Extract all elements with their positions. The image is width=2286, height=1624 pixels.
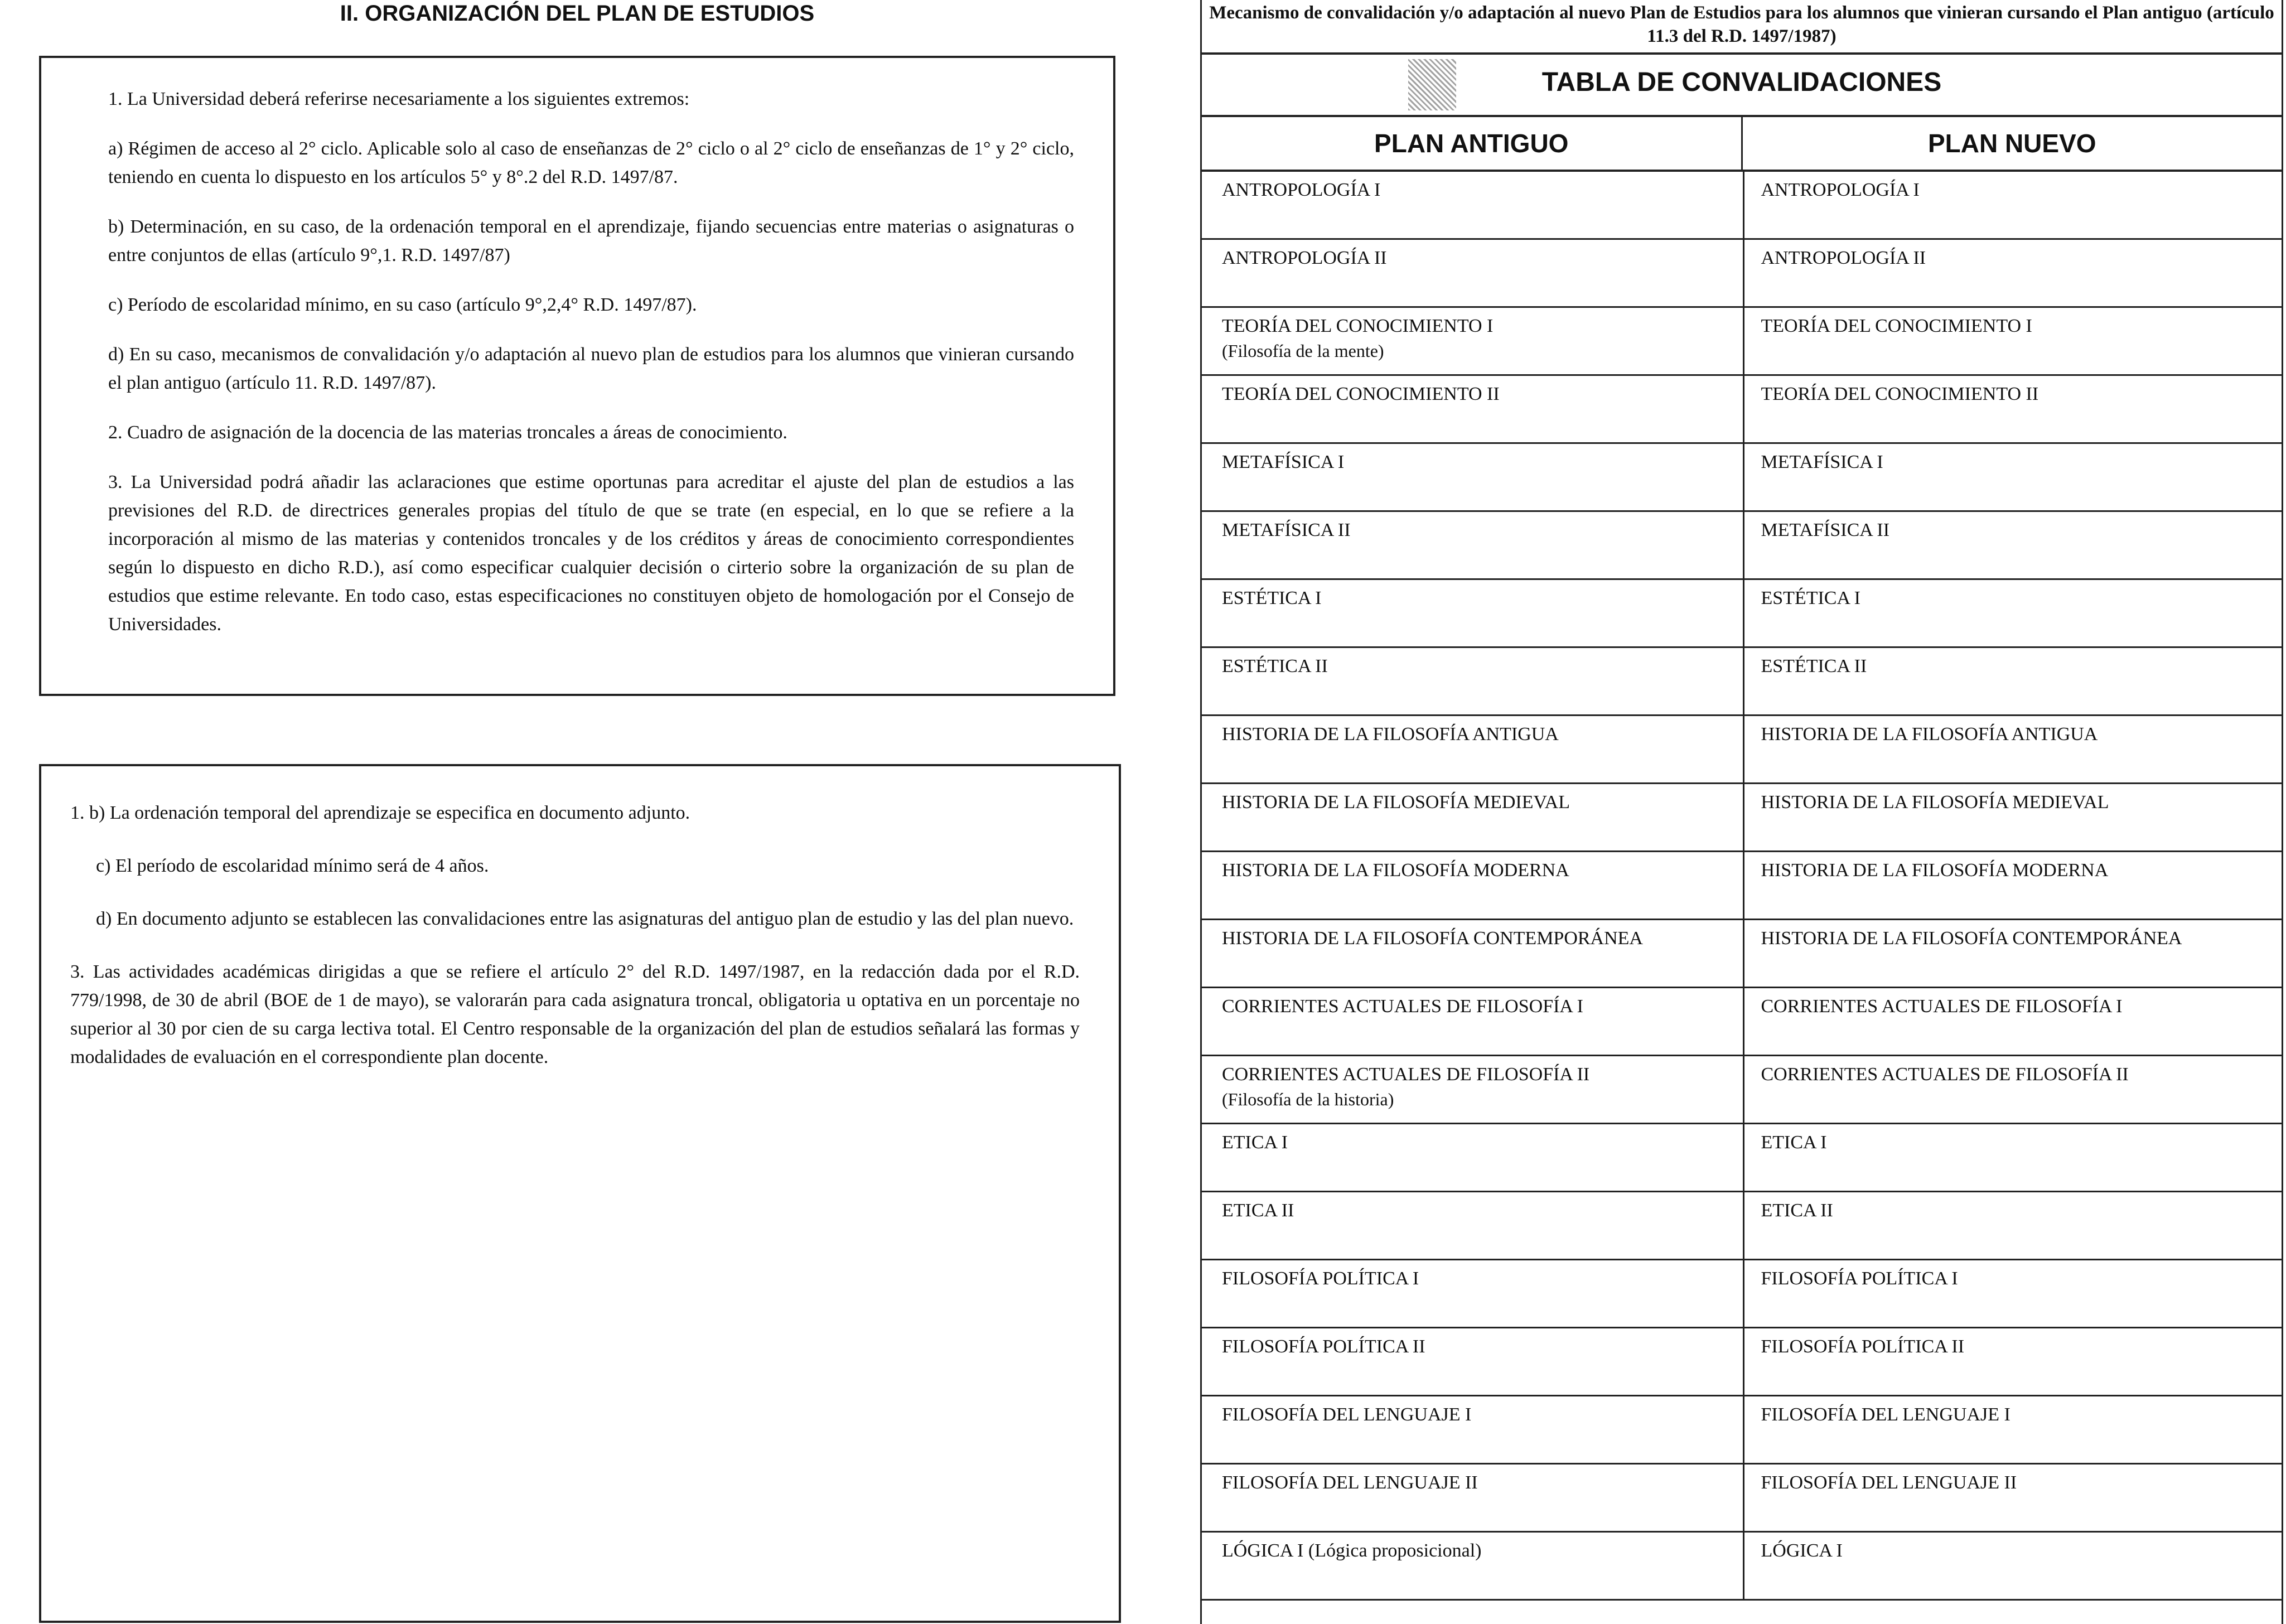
subject-old-note: (Filosofía de la mente) [1222, 341, 1384, 361]
cell-plan-antiguo [1202, 920, 1743, 987]
subject-new: CORRIENTES ACTUALES DE FILOSOFÍA II [1761, 1064, 2129, 1085]
subject-new: METAFÍSICA I [1761, 452, 1883, 472]
subject-old: CORRIENTES ACTUALES DE FILOSOFÍA I [1222, 996, 1583, 1017]
table-row [1202, 1124, 2282, 1192]
cell-plan-nuevo [1743, 852, 2282, 919]
cell-plan-antiguo [1202, 1192, 1743, 1259]
cell-plan-nuevo [1743, 1396, 2282, 1463]
table-row [1202, 1260, 2282, 1328]
subject-old: ETICA II [1222, 1200, 1294, 1221]
table-row [1202, 308, 2282, 376]
subject-new: TEORÍA DEL CONOCIMIENTO I [1761, 316, 2032, 336]
subject-new: HISTORIA DE LA FILOSOFÍA MODERNA [1761, 860, 2109, 881]
subject-new: ETICA II [1761, 1200, 1833, 1221]
table-row [1202, 1328, 2282, 1396]
subject-old-note: (Filosofía de la historia) [1222, 1089, 1394, 1109]
cell-plan-nuevo [1743, 444, 2282, 510]
table-row [1202, 376, 2282, 444]
cell-plan-antiguo [1202, 240, 1743, 306]
cell-plan-antiguo [1202, 784, 1743, 850]
cell-plan-antiguo [1202, 716, 1743, 782]
subject-old: ESTÉTICA II [1222, 656, 1328, 676]
subject-new: TEORÍA DEL CONOCIMIENTO II [1761, 384, 2039, 404]
table-title: TABLA DE CONVALIDACIONES [1541, 67, 1942, 97]
cell-plan-antiguo [1202, 444, 1743, 510]
subject-new: FILOSOFÍA DEL LENGUAJE I [1761, 1404, 2010, 1425]
table-row [1202, 1192, 2282, 1260]
table-row [1202, 648, 2282, 716]
subject-old: ETICA I [1222, 1132, 1288, 1153]
subject-old: TEORÍA DEL CONOCIMIENTO II [1222, 384, 1500, 404]
requirement-paragraph: a) Régimen de acceso al 2° ciclo. Aplicable solo al caso de enseñanzas de 2° ciclo o al 2° ciclo de enseñanzas de 1° y 2° ciclo, teniendo en cuenta lo dispuesto en los artículos 5° y 8°.2 del R.D. 1497/87. [108, 138, 1074, 187]
subject-old: HISTORIA DE LA FILOSOFÍA MODERNA [1222, 860, 1569, 881]
mechanism-header: Mecanismo de convalidación y/o adaptación al nuevo Plan de Estudios para los alumnos que vinieran cursando el Plan antiguo (artículo 11.3 del R.D. 1497/1987) [1202, 0, 2282, 55]
subject-new: FILOSOFÍA POLÍTICA II [1761, 1336, 1965, 1357]
table-title-row [1202, 55, 2282, 117]
subject-old: FILOSOFÍA DEL LENGUAJE I [1222, 1404, 1472, 1425]
table-row [1202, 512, 2282, 580]
table-row [1202, 1056, 2282, 1124]
subject-new: ANTROPOLOGÍA I [1761, 180, 1920, 200]
subject-old: FILOSOFÍA POLÍTICA I [1222, 1268, 1419, 1289]
subject-new: ETICA I [1761, 1132, 1827, 1153]
cell-plan-nuevo [1743, 1056, 2282, 1123]
table-row [1202, 172, 2282, 240]
table-row [1202, 444, 2282, 512]
table-row [1202, 1396, 2282, 1464]
subject-old: METAFÍSICA I [1222, 452, 1345, 472]
convalidation-table [1200, 0, 2283, 1624]
table-row [1202, 1464, 2282, 1533]
cell-plan-antiguo [1202, 988, 1743, 1055]
subject-old: HISTORIA DE LA FILOSOFÍA CONTEMPORÁNEA [1222, 928, 1643, 949]
subject-new: METAFÍSICA II [1761, 520, 1890, 540]
cell-plan-nuevo [1743, 512, 2282, 578]
subject-old: ANTROPOLOGÍA I [1222, 180, 1381, 200]
subject-old: HISTORIA DE LA FILOSOFÍA ANTIGUA [1222, 724, 1559, 745]
response-paragraph: c) El período de escolaridad mínimo será de 4 años. [96, 856, 489, 876]
table-row [1202, 716, 2282, 784]
cell-plan-nuevo [1743, 308, 2282, 374]
cell-plan-nuevo [1743, 376, 2282, 442]
section-title: II. ORGANIZACIÓN DEL PLAN DE ESTUDIOS [340, 1, 815, 26]
table-row [1202, 852, 2282, 920]
requirement-paragraph: c) Período de escolaridad mínimo, en su caso (artículo 9°,2,4° R.D. 1497/87). [108, 294, 697, 315]
subject-new: CORRIENTES ACTUALES DE FILOSOFÍA I [1761, 996, 2123, 1017]
cell-plan-nuevo [1743, 716, 2282, 782]
cell-plan-antiguo [1202, 1124, 1743, 1191]
requirement-paragraph: b) Determinación, en su caso, de la ordenación temporal en el aprendizaje, fijando secuencias entre materias o asignaturas o entre conjuntos de ellas (artículo 9°,1. R.D. 1497/87) [108, 216, 1074, 265]
subject-old: FILOSOFÍA POLÍTICA II [1222, 1336, 1425, 1357]
requirement-paragraph: d) En su caso, mecanismos de convalidación y/o adaptación al nuevo plan de estudios para los alumnos que vinieran cursando el plan antiguo (artículo 11. R.D. 1497/87). [108, 344, 1074, 393]
subject-old: LÓGICA I (Lógica proposicional) [1222, 1540, 1482, 1561]
subject-new: ANTROPOLOGÍA II [1761, 248, 1926, 268]
column-header-new: PLAN NUEVO [1741, 117, 2282, 170]
response-paragraph: d) En documento adjunto se establecen las convalidaciones entre las asignaturas del antiguo plan de estudio y las del plan nuevo. [96, 908, 1074, 929]
table-row [1202, 1533, 2282, 1601]
subject-new: FILOSOFÍA POLÍTICA I [1761, 1268, 1958, 1289]
subject-old: FILOSOFÍA DEL LENGUAJE II [1222, 1472, 1478, 1493]
column-headers [1202, 117, 2282, 172]
table-row [1202, 988, 2282, 1056]
cell-plan-antiguo [1202, 648, 1743, 714]
table-row [1202, 920, 2282, 988]
cell-plan-antiguo [1202, 172, 1743, 238]
cell-plan-antiguo [1202, 852, 1743, 919]
cell-plan-nuevo [1743, 648, 2282, 714]
table-row [1202, 580, 2282, 648]
subject-new: FILOSOFÍA DEL LENGUAJE II [1761, 1472, 2017, 1493]
cell-plan-nuevo [1743, 784, 2282, 850]
cell-plan-nuevo [1743, 1533, 2282, 1599]
cell-plan-nuevo [1743, 1328, 2282, 1395]
subject-old: METAFÍSICA II [1222, 520, 1351, 540]
requirement-paragraph: 3. La Universidad podrá añadir las aclaraciones que estime oportunas para acreditar el ajuste del plan de estudios a las previsiones del R.D. de directrices generales propias del título de que se trate (en especial, en lo que se refiere a la incorporación al mismo de las materias y contenidos troncales y de los créditos y áreas de conocimiento correspondientes según lo dispuesto en dicho R.D.), así como especificar cualquier decisión o cirterio sobre la organización de su plan de estudios que estime relevante. En todo caso, estas especificaciones no constituyen objeto de homologación por el Consejo de Universidades. [108, 472, 1074, 635]
subject-new: HISTORIA DE LA FILOSOFÍA MEDIEVAL [1761, 792, 2109, 813]
cell-plan-antiguo [1202, 1396, 1743, 1463]
cell-plan-nuevo [1743, 1192, 2282, 1259]
subject-old: ESTÉTICA I [1222, 588, 1322, 608]
subject-new: HISTORIA DE LA FILOSOFÍA ANTIGUA [1761, 724, 2098, 745]
cell-plan-antiguo [1202, 1533, 1743, 1599]
cell-plan-nuevo [1743, 1260, 2282, 1327]
responses-box [39, 764, 1121, 1623]
cell-plan-nuevo [1743, 172, 2282, 238]
cell-plan-antiguo [1202, 1056, 1743, 1123]
subject-new: ESTÉTICA I [1761, 588, 1860, 608]
cell-plan-nuevo [1743, 988, 2282, 1055]
response-paragraph: 1. b) La ordenación temporal del aprendizaje se especifica en documento adjunto. [70, 803, 690, 823]
requirements-box [39, 56, 1115, 696]
subject-old: ANTROPOLOGÍA II [1222, 248, 1387, 268]
table-row [1202, 784, 2282, 852]
subject-old: CORRIENTES ACTUALES DE FILOSOFÍA II [1222, 1064, 1590, 1085]
cell-plan-nuevo [1743, 1124, 2282, 1191]
cell-plan-antiguo [1202, 1260, 1743, 1327]
subject-new: HISTORIA DE LA FILOSOFÍA CONTEMPORÁNEA [1761, 928, 2182, 949]
cell-plan-nuevo [1743, 920, 2282, 987]
subject-old: TEORÍA DEL CONOCIMIENTO I [1222, 316, 1494, 336]
cell-plan-antiguo [1202, 512, 1743, 578]
cell-plan-antiguo [1202, 1328, 1743, 1395]
subject-old: HISTORIA DE LA FILOSOFÍA MEDIEVAL [1222, 792, 1570, 813]
cell-plan-antiguo [1202, 308, 1743, 374]
subject-new: ESTÉTICA II [1761, 656, 1867, 676]
cell-plan-nuevo [1743, 580, 2282, 646]
cell-plan-antiguo [1202, 580, 1743, 646]
column-header-old: PLAN ANTIGUO [1374, 129, 1569, 158]
cell-plan-nuevo [1743, 1464, 2282, 1531]
cell-plan-nuevo [1743, 240, 2282, 306]
cell-plan-antiguo [1202, 1464, 1743, 1531]
requirement-paragraph: 1. La Universidad deberá referirse necesariamente a los siguientes extremos: [108, 89, 690, 109]
table-body [1202, 172, 2282, 1601]
table-row [1202, 240, 2282, 308]
requirement-paragraph: 2. Cuadro de asignación de la docencia de las materias troncales a áreas de conocimiento. [108, 422, 787, 443]
cell-plan-antiguo [1202, 376, 1743, 442]
response-paragraph: 3. Las actividades académicas dirigidas a que se refiere el artículo 2° del R.D. 1497/1987, en la redacción dada por el R.D. 779/1998, de 30 de abril (BOE de 1 de mayo), se valorarán para cada asignatura troncal, obligatoria u optativa en un porcentaje no superior al 30 por cien de su carga lectiva total. El Centro responsable de la organización del plan de estudios señalará las formas y modalidades de evaluación en el correspondiente plan docente. [70, 961, 1080, 1067]
subject-new: LÓGICA I [1761, 1540, 1843, 1561]
